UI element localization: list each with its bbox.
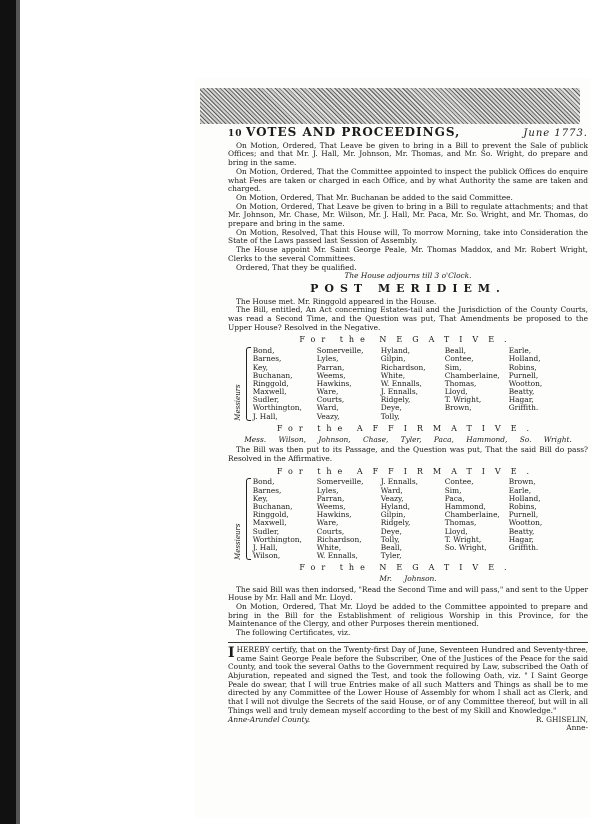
voter: Tolly, xyxy=(380,411,400,421)
voter: Gilpin, xyxy=(380,510,406,520)
affirmative-voters-line: Mess. Wilson, Johnson, Chase, Tyler, Paca, Hammond, So. Wright. xyxy=(244,434,572,444)
paragraph: The Bill, entitled, An Act concerning Estates-tail and the Jurisdiction of the County Courts, was read a Second Time, and the Question was put, That Amendments be proposed to the Upper House? Resolved in the Negative. xyxy=(228,305,588,332)
voter: White, xyxy=(380,370,406,380)
paragraph: On Motion, Resolved, That this House will, To morrow Morning, take into Consideration the State of the Laws passed last Session of Assembly. xyxy=(228,227,588,246)
voter: Beall, xyxy=(444,346,466,356)
vote-heading-word: AFFIRMATIVE. xyxy=(356,423,540,433)
voter: Veazy, xyxy=(380,493,404,503)
paragraph: The House appoint Mr. Saint George Peale, Mr. Thomas Maddox, and Mr. Robert Wright, Clerks to the several Committees. xyxy=(228,245,588,263)
voter: Purnell, xyxy=(508,510,539,520)
voter: Barnes, xyxy=(252,354,282,364)
voter: Hammond, xyxy=(444,501,486,511)
voter: Somerveille, xyxy=(316,346,364,356)
vote-heading-for: For the xyxy=(299,563,371,573)
vote-heading xyxy=(228,564,588,573)
vote-heading xyxy=(228,336,588,345)
voter: Hyland, xyxy=(380,346,410,356)
vote-column xyxy=(381,347,445,421)
brace xyxy=(246,478,251,560)
voter: Ridgely, xyxy=(380,518,411,528)
voter: Bond, xyxy=(252,477,275,487)
vote-column xyxy=(381,478,445,560)
voter: Ware, xyxy=(316,387,339,397)
voter: Wilson, xyxy=(252,551,281,561)
voter: Sim, xyxy=(444,485,462,495)
voter: Lyles, xyxy=(316,485,339,495)
voter: Sudler, xyxy=(252,526,280,536)
voter: Courts, xyxy=(316,526,345,536)
vote-column xyxy=(445,347,509,421)
signer: R. GHISELIN, xyxy=(535,714,588,724)
voter: Beatty, xyxy=(508,387,535,397)
voter: Weems, xyxy=(316,370,346,380)
voter: Ringgold, xyxy=(252,378,289,388)
voter: Chamberlaine, xyxy=(444,510,500,520)
page-number: 10 xyxy=(228,129,243,139)
paragraph: On Motion, Ordered, That the Committee appointed to inspect the publick Offices do enquire what Fees are taken or charged in each Office, and by what Authority the same are taken and charged. xyxy=(228,166,588,194)
voter: Hawkins, xyxy=(316,378,352,388)
vote-heading-word: NEGATIVE. xyxy=(379,335,517,345)
adjourn-note: The House adjourns till 3 o'Clock. xyxy=(344,271,472,281)
voter: Beatty, xyxy=(508,526,535,536)
voter: Veazy, xyxy=(316,411,340,421)
paragraph: Ordered, That they be qualified. xyxy=(236,262,357,272)
voter: Tyler, xyxy=(380,551,402,561)
voter: Brown, xyxy=(444,403,472,413)
voter: White, xyxy=(316,542,342,552)
voter: Key, xyxy=(252,493,268,503)
messieurs-label: Messieurs xyxy=(234,384,242,421)
voter: Ridgely, xyxy=(380,395,411,405)
voter: Paca, xyxy=(444,493,465,503)
vote-table-negative xyxy=(234,347,588,421)
voter: Lyles, xyxy=(316,354,339,364)
scan-edge-shadow xyxy=(16,0,20,824)
voter: Robins, xyxy=(508,362,537,372)
voter: Wootton, xyxy=(508,378,543,388)
voter: Hagar, xyxy=(508,534,534,544)
voter: Sudler, xyxy=(252,395,280,405)
voter: Lloyd, xyxy=(444,526,468,536)
page-title: VOTES AND PROCEEDINGS, xyxy=(246,125,461,139)
voter: Griffith. xyxy=(508,403,539,413)
voter: Holland, xyxy=(508,354,541,364)
vote-column xyxy=(317,478,381,560)
voter: W. Ennalls, xyxy=(316,551,358,561)
voter: Barnes, xyxy=(252,485,282,495)
paragraph: On Motion, Ordered, That Mr. Lloyd be added to the Committee appointed to prepare and bring in the Bill for the Establishment of religious Worship in this Province, for the Maintenance of the Clergy, and other Purposes therein mentioned. xyxy=(228,602,588,629)
voter: J. Hall, xyxy=(252,542,278,552)
vote-heading-for: For the xyxy=(299,335,371,345)
voter: Parran, xyxy=(316,362,345,372)
signature-line xyxy=(228,716,588,725)
vote-column xyxy=(445,478,509,560)
voter: Key, xyxy=(252,362,268,372)
voter: Weems, xyxy=(316,501,346,511)
vote-heading-for: For the xyxy=(276,466,349,476)
brace xyxy=(246,347,251,421)
voter: T. Wright, xyxy=(444,395,482,405)
voter: J. Hall, xyxy=(252,411,278,421)
certificate-body: HEREBY certify, that on the Twenty-first Day of June, Seventeen Hundred and Seventy-three, came Saint George Peale before the Subscriber, One of the Justices of the Peace for the said County, and took the several Oaths to the Government required by Law, subscribed the Oath of Abjuration, repeated and signed the Test, and took the following Oath, viz. " I Saint George Peale do swear, that I will true Entries make of all such Matters and Things as shall be to me directed by any Committee of the Lower House of Assembly for whom I shall act as Clerk, and that I will not divulge the Secrets of the said House, or of any Committee thereof, but will in all Things well and truly demean myself according to the best of my Skill and Knowledge." xyxy=(228,644,588,715)
voter: Beall, xyxy=(380,542,402,552)
voter: Courts, xyxy=(316,395,345,405)
paragraph: On Motion, Ordered, That Leave be given to bring in a Bill to regulate attachments; and that Mr. Johnson, Mr. Chase, Mr. Wilson, Mr. J. Hall, Mr. Paca, Mr. So. Wright, and Mr. Thomas, do prepare and bring in the same. xyxy=(228,201,588,229)
paragraph: The said Bill was then indorsed, "Read the Second Time and will pass," and sent to the Upper House by Mr. Hall and Mr. Lloyd. xyxy=(228,584,588,603)
voter: Thomas, xyxy=(444,378,477,388)
voter: Worthington, xyxy=(252,403,302,413)
voter: Earle, xyxy=(508,485,532,495)
voter: W. Ennalls, xyxy=(380,378,422,388)
catchword: Anne- xyxy=(566,723,588,733)
vote-column xyxy=(253,347,317,421)
voter: Hagar, xyxy=(508,395,534,405)
voter: Sim, xyxy=(444,362,462,372)
drop-cap: I xyxy=(228,644,235,661)
voter: Brown, xyxy=(508,477,536,487)
voter: Hyland, xyxy=(380,501,410,511)
paragraph: On Motion, Ordered, That Mr. Buchanan be added to the said Committee. xyxy=(236,192,513,202)
voter: Richardson, xyxy=(316,534,362,544)
vote-heading xyxy=(228,468,588,477)
running-header xyxy=(228,125,588,139)
voter: Tolly, xyxy=(380,534,400,544)
voter: Maxwell, xyxy=(252,387,287,397)
page-date: June 1773. xyxy=(523,128,588,139)
voter: Ward, xyxy=(316,403,339,413)
voter: T. Wright, xyxy=(444,534,482,544)
vote-column xyxy=(509,478,573,560)
vote-table-affirmative xyxy=(234,478,588,560)
section-heading-post-meridiem: POST MERIDIEM. xyxy=(310,281,506,295)
paragraph: The House met. Mr. Ringgold appeared in the House. xyxy=(236,296,437,306)
county: Anne-Arundel County. xyxy=(228,714,311,724)
messieurs-label: Messieurs xyxy=(234,523,242,561)
voter: Chamberlaine, xyxy=(444,370,500,380)
paragraph: The following Certificates, viz. xyxy=(236,628,351,638)
voter: Ware, xyxy=(316,518,339,528)
voter: Griffith. xyxy=(508,542,539,552)
voter: Ringgold, xyxy=(252,510,289,520)
ornamental-header-band xyxy=(200,88,580,124)
paragraph: The Bill was then put to its Passage, and the Question was put, That the said Bill do pass? Resolved in the Affirmative. xyxy=(228,445,588,463)
negative-voters-line: Mr. Johnson. xyxy=(379,573,437,583)
voter: Wootton, xyxy=(508,518,543,528)
voter: Deye, xyxy=(380,526,402,536)
vote-column xyxy=(509,347,573,421)
voter: Bond, xyxy=(252,346,275,356)
vote-column xyxy=(253,478,317,560)
voter: Parran, xyxy=(316,493,345,503)
voter: Somerveille, xyxy=(316,477,364,487)
voter: Thomas, xyxy=(444,518,477,528)
voter: Worthington, xyxy=(252,534,302,544)
voter: Holland, xyxy=(508,493,541,503)
vote-column xyxy=(317,347,381,421)
vote-heading xyxy=(228,425,588,434)
top-paragraphs xyxy=(228,142,588,273)
voter: Gilpin, xyxy=(380,354,406,364)
page-content xyxy=(228,125,588,733)
voter: So. Wright, xyxy=(444,542,487,552)
voter: Maxwell, xyxy=(252,518,287,528)
voter: Hawkins, xyxy=(316,510,352,520)
voter: Ward, xyxy=(380,485,403,495)
voter: Earle, xyxy=(508,346,532,356)
vote-heading-word: NEGATIVE. xyxy=(379,563,517,573)
voter: J. Ennalls, xyxy=(380,387,418,397)
voter: Buchanan, xyxy=(252,501,293,511)
voter: Contee, xyxy=(444,477,474,487)
voter: Robins, xyxy=(508,501,537,511)
voter: Lloyd, xyxy=(444,387,468,397)
scan-edge xyxy=(0,0,16,824)
certificate xyxy=(228,642,588,733)
voter: J. Ennalls, xyxy=(380,477,418,487)
voter: Deye, xyxy=(380,403,402,413)
vote-heading-word: AFFIRMATIVE. xyxy=(356,466,540,476)
vote-heading-for: For the xyxy=(276,423,349,433)
paragraph: On Motion, Ordered, That Leave be given to bring in a Bill to prevent the Sale of publick Offices; and that Mr. J. Hall, Mr. Johnson, Mr. Thomas, and Mr. So. Wright, do prepare and bring in the same. xyxy=(228,140,588,168)
certificate-text xyxy=(228,646,588,716)
voter: Richardson, xyxy=(380,362,426,372)
voter: Buchanan, xyxy=(252,370,293,380)
voter: Purnell, xyxy=(508,370,539,380)
voter: Contee, xyxy=(444,354,474,364)
